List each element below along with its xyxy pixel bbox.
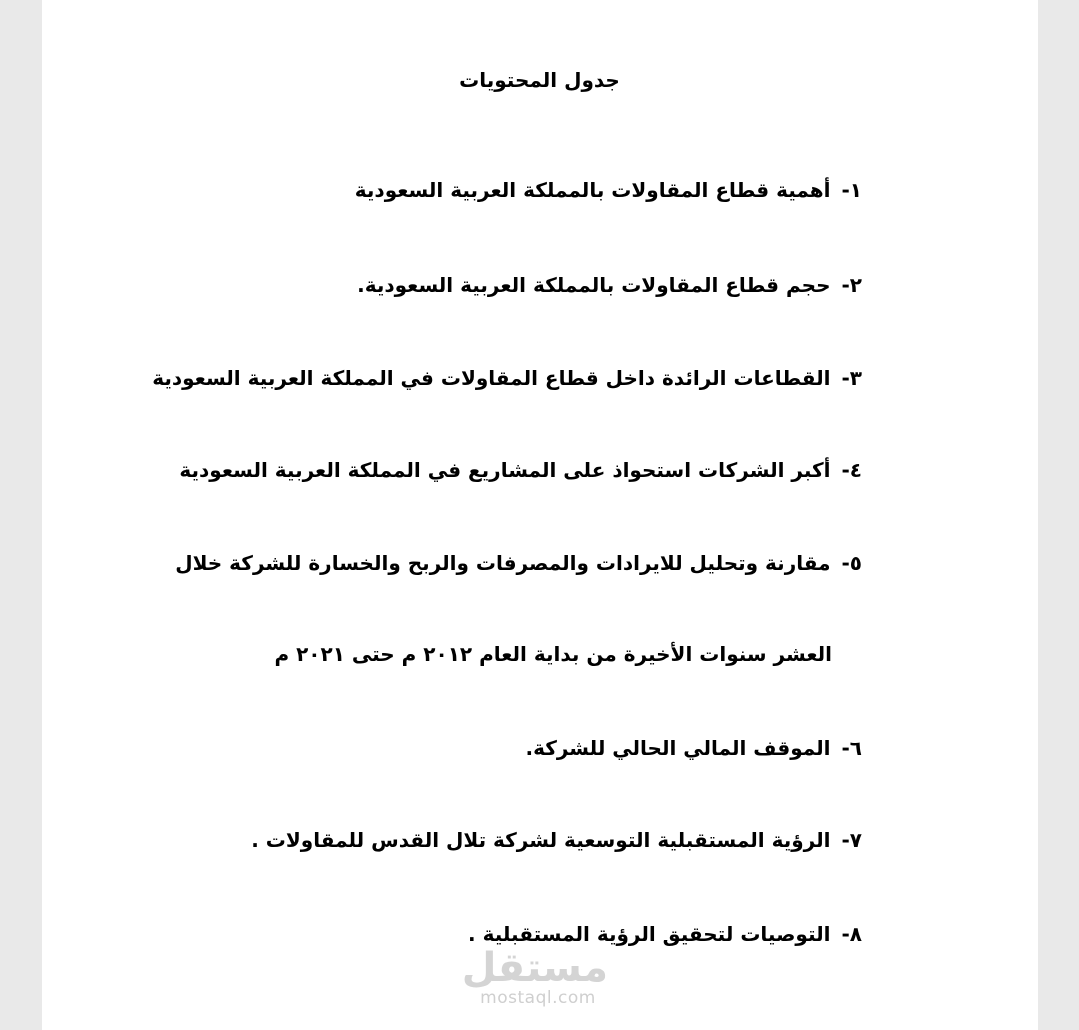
toc-item-number: ٢-: [841, 273, 862, 297]
toc-title: جدول المحتويات: [459, 68, 620, 92]
toc-item-number: ١-: [841, 178, 862, 202]
toc-item-number: ٥-: [841, 551, 862, 575]
toc-item-text: حجم قطاع المقاولات بالمملكة العربية السعودية.: [357, 273, 831, 297]
toc-item-5-continuation: [274, 640, 832, 668]
toc-item-8: [468, 920, 862, 948]
toc-item-number: ٧-: [841, 828, 862, 852]
toc-item-number: ٤-: [841, 458, 862, 482]
toc-item-text: الموقف المالي الحالي للشركة.: [525, 736, 831, 760]
toc-item-2: [357, 271, 862, 299]
toc-item-3: [152, 364, 862, 392]
toc-list: [42, 0, 1038, 1030]
toc-item-text: مقارنة وتحليل للايرادات والمصرفات والربح والخسارة للشركة خلال: [175, 551, 831, 575]
document-page: [42, 0, 1038, 1030]
toc-item-text: أكبر الشركات استحواذ على المشاريع في المملكة العربية السعودية: [179, 458, 831, 482]
toc-item-text: الرؤية المستقبلية التوسعية لشركة تلال القدس للمقاولات .: [251, 828, 831, 852]
toc-item-number: ٨-: [841, 922, 862, 946]
toc-item-text: التوصيات لتحقيق الرؤية المستقبلية .: [468, 922, 831, 946]
toc-item-4: [179, 456, 862, 484]
toc-item-text: القطاعات الرائدة داخل قطاع المقاولات في المملكة العربية السعودية: [152, 366, 831, 390]
toc-item-text: أهمية قطاع المقاولات بالمملكة العربية السعودية: [354, 178, 831, 202]
watermark-logo: [461, 945, 608, 1008]
toc-item-1: [355, 176, 862, 204]
toc-item-text: العشر سنوات الأخيرة من بداية العام ٢٠١٢ م حتى ٢٠٢١ م: [274, 642, 832, 666]
toc-item-5: [175, 549, 862, 577]
toc-item-number: ٣-: [841, 366, 862, 390]
toc-item-7: [251, 826, 862, 854]
toc-item-6: [526, 734, 863, 762]
watermark-latin: mostaql.com: [480, 988, 596, 1008]
toc-item-number: ٦-: [841, 736, 862, 760]
watermark-arabic: مستقل: [461, 945, 608, 991]
